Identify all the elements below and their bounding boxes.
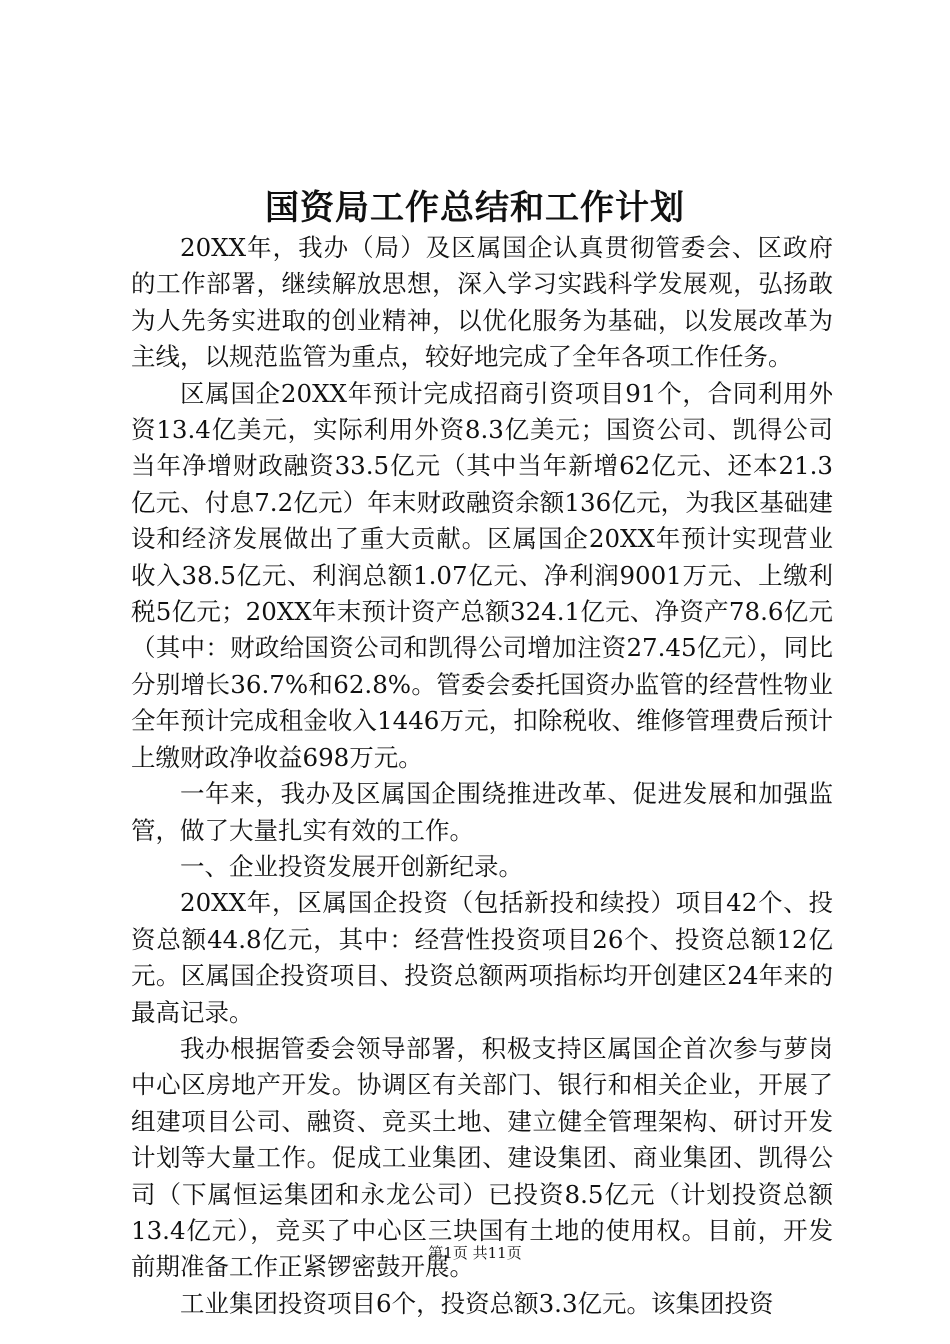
paragraph-investment: 20XX年，区属国企投资（包括新投和续投）项目42个、投资总额44.8亿元，其中：经营性投资项目26个、投资总额12亿元。区属国企投资项目、投资总额两项指标均开创建区24年来的最高记录。 xyxy=(131,888,833,1027)
section-heading-1: 一、企业投资发展开创新纪录。 xyxy=(180,851,523,881)
paragraph-industrial-group: 工业集团投资项目6个，投资总额3.3亿元。该集团投资 xyxy=(180,1288,774,1318)
paragraph-real-estate: 我办根据管委会领导部署，积极支持区属国企首次参与萝岗中心区房地产开发。协调区有关部门、银行和相关企业，开展了组建项目公司、融资、竞买土地、建立健全管理架构、研讨开发计划等大量工作。促成工业集团、建设集团、商业集团、凯得公司（下属恒运集团和永龙公司）已投资8.5亿元（计划投资总额13.4亿元），竞买了中心区三块国有土地的使用权。目前，开发前期准备工作正紧锣密鼓开展。 xyxy=(131,1033,833,1282)
paragraph-summary: 一年来，我办及区属国企围绕推进改革、促进发展和加强监管，做了大量扎实有效的工作。 xyxy=(131,779,833,845)
document-title: 国资局工作总结和工作计划 xyxy=(265,188,685,228)
document-body xyxy=(131,230,833,1322)
paragraph-key-figures: 区属国企20XX年预计完成招商引资项目91个，合同利用外资13.4亿美元，实际利用外资8.3亿美元；国资公司、凯得公司当年净增财政融资33.5亿元（其中当年新增62亿元、还本21.3亿元、付息7.2亿元）年末财政融资余额136亿元，为我区基础建设和经济发展做出了重大贡献。区属国企20XX年预计实现营业收入38.5亿元、利润总额1.07亿元、净利润9001万元、上缴利税5亿元；20XX年末预计资产总额324.1亿元、净资产78.6亿元（其中：财政给国资公司和凯得公司增加注资27.45亿元），同比分别增长36.7%和62.8%。管委会委托国资办监管的经营性物业全年预计完成租金收入1446万元，扣除税收、维修管理费后预计上缴财政净收益698万元。 xyxy=(131,378,833,772)
paragraph-intro: 20XX年，我办（局）及区属国企认真贯彻管委会、区政府的工作部署，继续解放思想，深入学习实践科学发展观，弘扬敢为人先务实进取的创业精神，以优化服务为基础，以发展改革为主线，以规范监管为重点，较好地完成了全年各项工作任务。 xyxy=(131,233,833,372)
page-footer: 第1页 共11页 xyxy=(428,1244,522,1262)
